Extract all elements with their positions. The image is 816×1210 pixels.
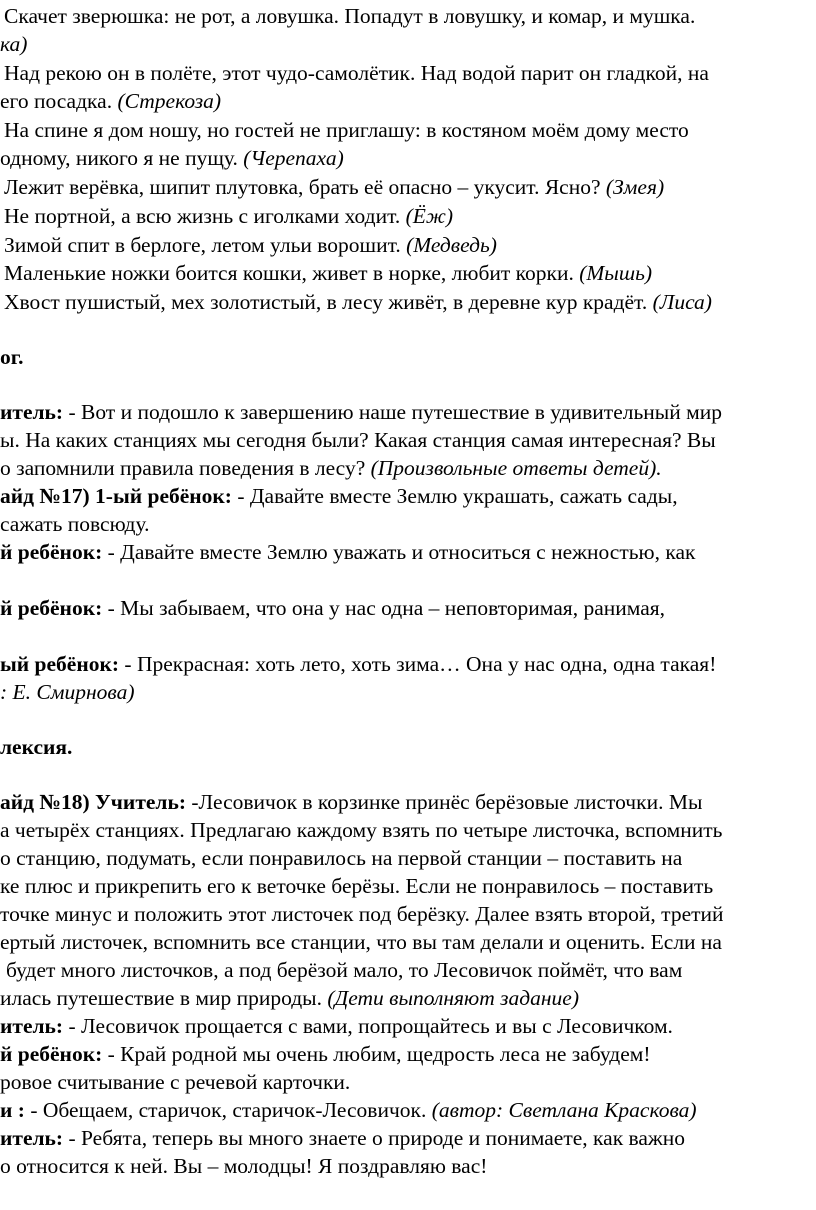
reflection-p1-line-2: а четырёх станциях. Предлагаю каждому взять по четыре листочка, вспомнить [0,818,723,842]
choral-reading-note: ровое считывание с речевой карточки. [0,1070,351,1094]
teacher-final-line-1: итель: - Ребята, теперь вы много знаете о природе и понимаете, как важно [0,1126,686,1150]
riddle-3: На спине я дом ношу, но гостей не приглашу: в костяном моём дому место [4,118,689,142]
riddle-6: Зимой спит в берлоге, летом ульи ворошит. (Медведь) [4,233,497,257]
child-5-line: й ребёнок: - Край родной мы очень любим, щедрость леса не забудем! [0,1042,651,1066]
teacher-farewell: итель: - Лесовичок прощается с вами, попрощайтесь и вы с Лесовичком. [0,1014,673,1038]
riddle-4-answer: (Змея) [605,175,665,199]
riddle-8-answer: (Лиса) [652,290,712,314]
riddle-3-cont: одному, никого я не пущу. (Черепаха) [0,146,344,170]
riddle-4: Лежит верёвка, шипит плутовка, брать её опасно – укусит. Ясно? (Змея) [4,175,665,199]
child-1-line-2: сажать повсюду. [0,512,150,536]
child-2-line: й ребёнок: - Давайте вместе Землю уважать и относиться с нежностью, как [0,540,696,564]
reflection-p1-line-5: точке минус и положить этот листочек под берёзку. Далее взять второй, третий [0,902,724,926]
teacher-line-3: о запомнили правила поведения в лесу? (Произвольные ответы детей). [0,456,662,480]
child-4-author: : Е. Смирнова) [0,680,135,704]
riddle-7-answer: (Мышь) [579,261,653,285]
reflection-heading: лексия. [0,735,73,759]
summary-heading: ог. [0,345,24,369]
teacher-line-2: ы. На каких станциях мы сегодня были? Какая станция самая интересная? Вы [0,428,716,452]
child-4-line: ый ребёнок: - Прекрасная: хоть лето, хоть зима… Она у нас одна, одна такая! [0,652,717,676]
riddle-1: Скачет зверюшка: не рот, а ловушка. Попадут в ловушку, и комар, и мушка. [4,4,696,28]
riddle-2-cont: его посадка. (Стрекоза) [0,89,222,113]
reflection-p1-line-7: будет много листочков, а под берёзой мало, то Лесовичок поймёт, что вам [6,958,683,982]
kids-line: и : - Обещаем, старичок, старичок-Лесовичок. (автор: Светлана Краскова) [0,1098,697,1122]
riddle-7: Маленькие ножки боится кошки, живет в норке, любит корки. (Мышь) [4,261,653,285]
riddle-8: Хвост пушистый, мех золотистый, в лесу живёт, в деревне кур крадёт. (Лиса) [4,290,712,314]
riddle-1-answer-cont: ка) [0,32,28,56]
reflection-p1-line-4: ке плюс и прикрепить его к веточке берёзы. Если не понравилось – поставить [0,874,714,898]
reflection-p1-line-3: о станцию, подумать, если понравилось на первой станции – поставить на [0,846,683,870]
riddle-2: Над рекою он в полёте, этот чудо-самолётик. Над водой парит он гладкой, на [4,61,709,85]
child-3-line: й ребёнок: - Мы забываем, что она у нас одна – неповторимая, ранимая, [0,596,666,620]
teacher-line-1: итель: - Вот и подошло к завершению наше путешествие в удивительный мир [0,400,722,424]
riddle-6-answer: (Медведь) [406,233,497,257]
teacher-final-line-2: о относится к ней. Вы – молодцы! Я поздравляю вас! [0,1154,488,1178]
riddle-2-answer: (Стрекоза) [117,89,222,113]
child-1-line-1: айд №17) 1-ый ребёнок: - Давайте вместе Землю украшать, сажать сады, [0,484,678,508]
reflection-p1-line-6: ертый листочек, вспомнить все станции, что вы там делали и оценить. Если на [0,930,722,954]
riddle-5-answer: (Ёж) [405,204,454,228]
riddle-3-answer: (Черепаха) [243,146,344,170]
reflection-p1-line-1: айд №18) Учитель: -Лесовичок в корзинке принёс берёзовые листочки. Мы [0,790,703,814]
riddle-5: Не портной, а всю жизнь с иголками ходит. (Ёж) [4,204,454,228]
reflection-p1-line-8: илась путешествие в мир природы. (Дети выполняют задание) [0,986,579,1010]
